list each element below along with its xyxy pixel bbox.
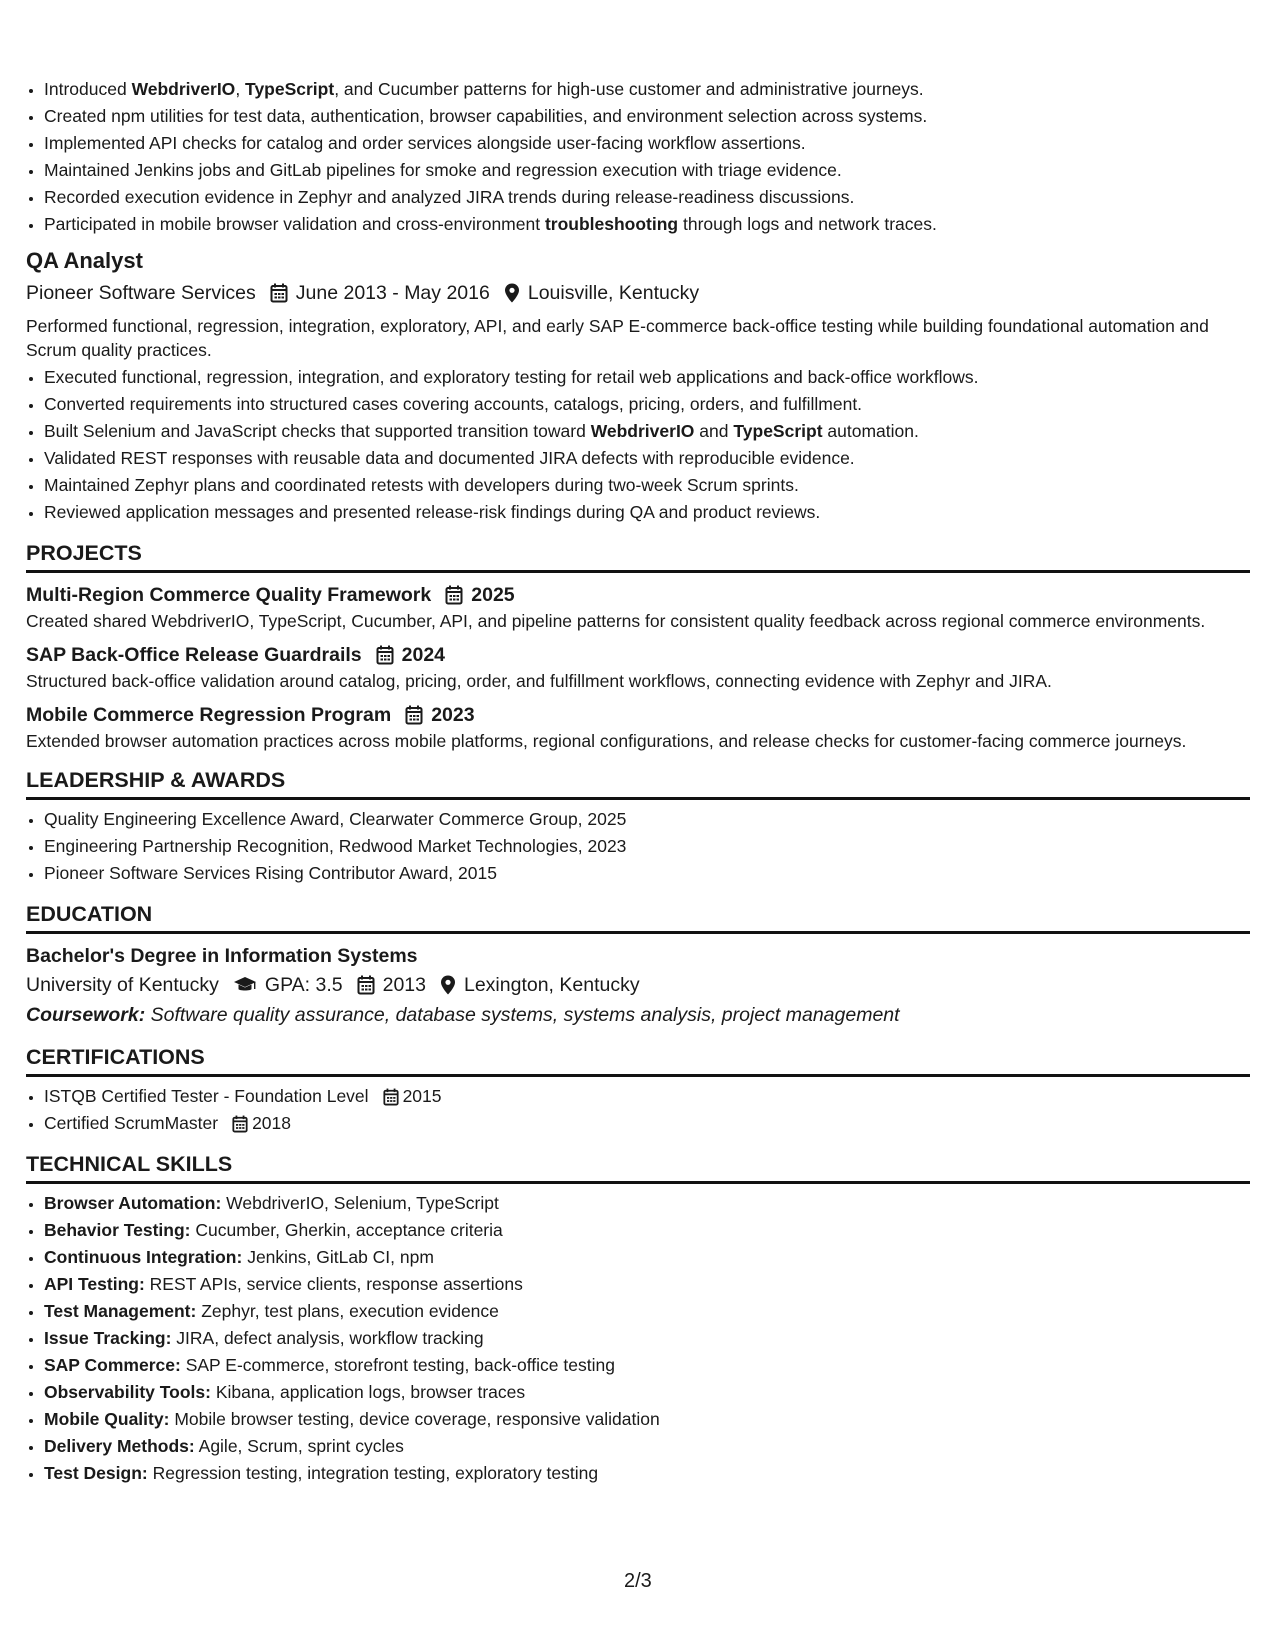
location-pin-icon <box>440 975 456 995</box>
list-item: • Introduced WebdriverIO, TypeScript, and Cucumber patterns for high-use customer and administrative journeys. <box>44 76 1250 103</box>
job-title: QA Analyst <box>26 248 143 273</box>
calendar-icon <box>232 1115 248 1133</box>
list-item: • Browser Automation: WebdriverIO, Selenium, TypeScript <box>44 1190 1250 1217</box>
list-item: • Created npm utilities for test data, authentication, browser capabilities, and environment selection across systems. <box>44 103 1250 130</box>
awards-heading: LEADERSHIP & AWARDS <box>26 765 1250 800</box>
graduation-year: 2013 <box>382 974 426 996</box>
project-title: Mobile Commerce Regression Program 2023 <box>26 701 1250 729</box>
list-item: • Certified ScrumMaster 2018 <box>44 1110 1250 1137</box>
list-item: • Issue Tracking: JIRA, defect analysis, workflow tracking <box>44 1325 1250 1352</box>
list-item: • Test Design: Regression testing, integration testing, exploratory testing <box>44 1460 1250 1487</box>
project-year: 2025 <box>471 584 515 606</box>
list-item: • Mobile Quality: Mobile browser testing, device coverage, responsive validation <box>44 1406 1250 1433</box>
calendar-icon <box>376 645 394 665</box>
job-location: Louisville, Kentucky <box>527 282 700 304</box>
project-title: SAP Back-Office Release Guardrails 2024 <box>26 641 1250 669</box>
project-description: Structured back-office validation around catalog, pricing, order, and fulfillment workflows, connecting evidence with Zephyr and JIRA. <box>26 671 1052 691</box>
project-year: 2023 <box>431 704 475 726</box>
gpa: GPA: 3.5 <box>264 974 343 996</box>
calendar-icon <box>383 1088 399 1106</box>
list-item: • Continuous Integration: Jenkins, GitLab CI, npm <box>44 1244 1250 1271</box>
calendar-icon <box>270 283 288 303</box>
list-item: • Pioneer Software Services Rising Contributor Award, 2015 <box>44 860 1250 887</box>
list-item: • ISTQB Certified Tester - Foundation Level 2015 <box>44 1083 1250 1110</box>
graduation-cap-icon <box>233 976 257 994</box>
list-item: • API Testing: REST APIs, service clients, response assertions <box>44 1271 1250 1298</box>
project-title: Multi-Region Commerce Quality Framework 2025 <box>26 581 1250 609</box>
projects-heading: PROJECTS <box>26 538 1250 573</box>
list-item: • Maintained Zephyr plans and coordinated retests with developers during two-week Scrum sprints. <box>44 472 1250 499</box>
calendar-icon <box>445 585 463 605</box>
location-pin-icon <box>504 283 520 303</box>
education-heading: EDUCATION <box>26 899 1250 934</box>
page-number: 2/3 <box>624 1570 652 1592</box>
job-summary: Performed functional, regression, integration, exploratory, API, and early SAP E-commerce back-office testing while building foundational automation and Scrum quality practices. <box>26 316 1209 360</box>
list-item: • Participated in mobile browser validation and cross-environment troubleshooting through logs and network traces. <box>44 211 1250 238</box>
list-item: • Observability Tools: Kibana, application logs, browser traces <box>44 1379 1250 1406</box>
list-item: • Delivery Methods: Agile, Scrum, sprint cycles <box>44 1433 1250 1460</box>
job-meta <box>26 278 1250 308</box>
project-description: Created shared WebdriverIO, TypeScript, Cucumber, API, and pipeline patterns for consistent quality feedback across regional commerce environments. <box>26 611 1206 631</box>
list-item: • Test Management: Zephyr, test plans, execution evidence <box>44 1298 1250 1325</box>
list-item: • SAP Commerce: SAP E-commerce, storefront testing, back-office testing <box>44 1352 1250 1379</box>
list-item: • Engineering Partnership Recognition, Redwood Market Technologies, 2023 <box>44 833 1250 860</box>
project-description: Extended browser automation practices across mobile platforms, regional configurations, and release checks for customer-facing commerce journeys. <box>26 731 1187 751</box>
list-item: • Implemented API checks for catalog and order services alongside user-facing workflow assertions. <box>44 130 1250 157</box>
list-item: • Validated REST responses with reusable data and documented JIRA defects with reproducible evidence. <box>44 445 1250 472</box>
resume-page <box>26 76 1250 1487</box>
list-item: • Recorded execution evidence in Zephyr and analyzed JIRA trends during release-readiness discussions. <box>44 184 1250 211</box>
certifications-heading: CERTIFICATIONS <box>26 1042 1250 1077</box>
skills-heading: TECHNICAL SKILLS <box>26 1149 1250 1184</box>
calendar-icon <box>357 975 375 995</box>
coursework: Coursework: Software quality assurance, database systems, systems analysis, project management <box>26 1004 900 1026</box>
list-item: • Converted requirements into structured cases covering accounts, catalogs, pricing, orders, and fulfillment. <box>44 391 1250 418</box>
school-name: University of Kentucky <box>26 974 219 996</box>
list-item: • Quality Engineering Excellence Award, Clearwater Commerce Group, 2025 <box>44 806 1250 833</box>
skills-list <box>26 1190 1250 1487</box>
job-dates: June 2013 - May 2016 <box>295 282 490 304</box>
project-year: 2024 <box>401 644 446 666</box>
calendar-icon <box>405 705 423 725</box>
list-item: • Behavior Testing: Cucumber, Gherkin, acceptance criteria <box>44 1217 1250 1244</box>
list-item: • Reviewed application messages and presented release-risk findings during QA and product reviews. <box>44 499 1250 526</box>
prev-job-bullets <box>26 76 1250 238</box>
education-meta <box>26 970 1250 1000</box>
degree-title: Bachelor's Degree in Information Systems <box>26 945 418 967</box>
list-item: • Maintained Jenkins jobs and GitLab pipelines for smoke and regression execution with triage evidence. <box>44 157 1250 184</box>
company-name: Pioneer Software Services <box>26 282 256 304</box>
awards-list <box>26 806 1250 887</box>
school-location: Lexington, Kentucky <box>463 974 640 996</box>
list-item: • Executed functional, regression, integration, and exploratory testing for retail web applications and back-office workflows. <box>44 364 1250 391</box>
list-item: • Built Selenium and JavaScript checks that supported transition toward WebdriverIO and TypeScript automation. <box>44 418 1250 445</box>
coursework-label: Coursework: <box>26 1004 146 1026</box>
certifications-list <box>26 1083 1250 1137</box>
qa-job-bullets <box>26 364 1250 526</box>
